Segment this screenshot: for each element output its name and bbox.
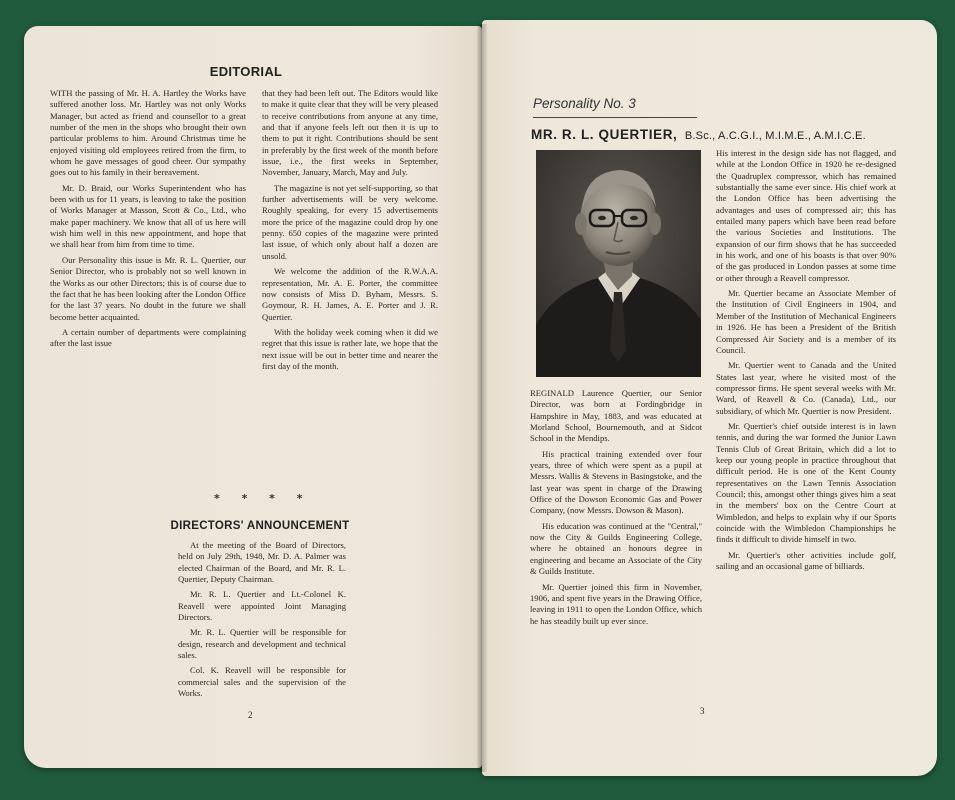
book-gutter bbox=[477, 24, 487, 772]
personality-underline bbox=[533, 117, 697, 118]
editorial-paragraph: A certain number of departments were complaining after the last issue bbox=[50, 326, 246, 349]
editorial-paragraph: The magazine is not yet self-supporting, so that further advertisements will be very welcome. Roughly speaking, for every 15 advertisements more the price of the magazine could drop by one penny. 650 copies of the magazine were printed last issue, of which only about half a dozen are unsold. bbox=[262, 182, 438, 261]
profile-paragraph: REGINALD Laurence Quertier, our Senior Director, was born at Fordingbridge in Hampshire in May, 1883, and was educated at Morland School, Bournemouth, and at Sidcot School in the Mendips. bbox=[530, 388, 702, 444]
page-number-left: 2 bbox=[248, 710, 253, 720]
profile-column-1 bbox=[530, 388, 702, 631]
profile-qualifications: B.Sc., A.C.G.I., M.I.M.E., A.M.I.C.E. bbox=[684, 130, 866, 142]
editorial-column-2 bbox=[262, 88, 438, 376]
editorial-column-1 bbox=[50, 88, 246, 354]
profile-paragraph: Mr. Quertier became an Associate Member of the Institution of Civil Engineers in 1904, and Member of the Institution of Mechanical Engineers in 1926. He has been a President of the British Compressed Air Society and is a member of its Council. bbox=[716, 288, 896, 355]
page-number-right: 3 bbox=[700, 706, 705, 716]
announcement-paragraph: At the meeting of the Board of Directors, held on July 29th, 1948, Mr. D. A. Palmer was elected Chairman of the Board, and Mr. R. L. Quertier, Deputy Chairman. bbox=[178, 540, 346, 585]
profile-heading bbox=[531, 126, 931, 144]
editorial-title: EDITORIAL bbox=[209, 64, 283, 79]
profile-paragraph: Mr. Quertier went to Canada and the United States last year, where he visited most of the compressor firms. He spent several weeks with Mr. Ward, of Reavell & Co. (Canada), Ltd., our subsidiary, of which Mr. Quertier is now President. bbox=[716, 360, 896, 416]
profile-paragraph: Mr. Quertier joined this firm in November, 1906, and spent five years in the Drawing Office, leaving in 1911 to open the London Office, which he has steadily built up ever since. bbox=[530, 581, 702, 626]
editorial-paragraph: WITH the passing of Mr. H. A. Hartley the Works have suffered another loss. Mr. Hartley was not only Works Manager, but acted as friend and counsellor to a great number of the men in the shops who brought their own particular problems to him. Around Christmas time he enjoyed visiting old employees retired from the firm, to whom he gave messages of good cheer. Our sympathy goes out to his family in their bereavement. bbox=[50, 88, 246, 178]
editorial-paragraph: that they had been left out. The Editors would like to make it quite clear that they will be very pleased to receive contributions from anyone at any time, and that if anyone feels left out then it is up to them to put it right. Contributions should be sent in preferably by the first week of the month before issue, i.e., the first weeks in September, November, January, March, May and July. bbox=[262, 88, 438, 178]
portrait-illustration bbox=[536, 150, 701, 377]
editorial-paragraph: We welcome the addition of the R.W.A.A. representation, Mr. A. E. Porter, the committee now consists of Miss D. Byham, Messrs. S. Goymour, R. H. James, A. E. Porter and J. R. Quertier. bbox=[262, 266, 438, 322]
editorial-paragraph: Our Personality this issue is Mr. R. L. Quertier, our Senior Director, who is probably not so well known in the Works as our other Directors; this is of course due to the fact that he has been looking after the London Office for the last 37 years. No doubt in the future we shall become better acquainted. bbox=[50, 254, 246, 322]
profile-paragraph: Mr. Quertier's chief outside interest is in lawn tennis, and during the war formed the Junior Lawn Tennis Club of Great Britain, which did a lot to keep our young people in practice throughout that difficult period. He is one of the Kent County representatives on the Lawn Tennis Association Council; this, amongst other things gives him a seat in the members' box on the Centre Court at Wimbledon, and helps to explain why if our Sports coincide with the Wimbledon Championships he finds it difficult to divide himself in two. bbox=[716, 420, 896, 545]
announcement-paragraph: Col. K. Reavell will be responsible for commercial sales and the supervision of the Works. bbox=[178, 665, 346, 699]
profile-paragraph: His interest in the design side has not flagged, and while at the London Office in 1920 he re-designed the Quadruplex compressor, which has remained substantially the same ever since. His chief work at the London Office has been advertising the advantages and uses of compressed air; this has entailed many papers which have been read before the various Societies and Institutions. The expansion of our firm shows that he has succeeded in his work, and one of his boasts is that over 90% of the gas produced in London passes at some time or other through a Reavell compressor. bbox=[716, 148, 896, 283]
portrait-photo bbox=[536, 150, 701, 377]
directors-announcement-body bbox=[178, 540, 346, 703]
personality-label: Personality No. 3 bbox=[533, 96, 636, 111]
profile-paragraph: Mr. Quertier's other activities include golf, sailing and an occasional game of billiards. bbox=[716, 549, 896, 572]
editorial-paragraph: With the holiday week coming when it did we regret that this issue is rather late, we hope that the next issue will be out in better time and nearer the first day of the month. bbox=[262, 326, 438, 371]
profile-name: MR. R. L. QUERTIER, bbox=[531, 127, 678, 142]
profile-paragraph: His education was continued at the "Central," now the City & Guilds Engineering College, where he obtained an honours degree in engineering and became an Associate of the City & Guilds Institute. bbox=[530, 520, 702, 577]
editorial-paragraph: Mr. D. Braid, our Works Superintendent who has been with us for 11 years, is leaving to take the position of Works Manager at Masson, Scott & Co., Ltd., who make paper machinery. We know that all of us here will wish him well in this new appointment, and hope that we shall hear from him from time to time. bbox=[50, 182, 246, 250]
announcement-paragraph: Mr. R. L. Quertier will be responsible for design, research and development and technical sales. bbox=[178, 627, 346, 661]
announcement-paragraph: Mr. R. L. Quertier and Lt.-Colonel K. Reavell were appointed Joint Managing Directors. bbox=[178, 589, 346, 623]
profile-paragraph: His practical training extended over four years, three of which were spent as a pupil at Messrs. Wallis & Stevens in Basingstoke, and the last year was spent in charge of the Drawing Office of the Dowson Economic Gas and Power Company, (now Messrs. Dowson & Mason). bbox=[530, 448, 702, 516]
directors-announcement-title: DIRECTORS' ANNOUNCEMENT bbox=[170, 520, 350, 532]
profile-column-2 bbox=[716, 148, 896, 576]
section-separator: * * * * bbox=[214, 492, 312, 505]
